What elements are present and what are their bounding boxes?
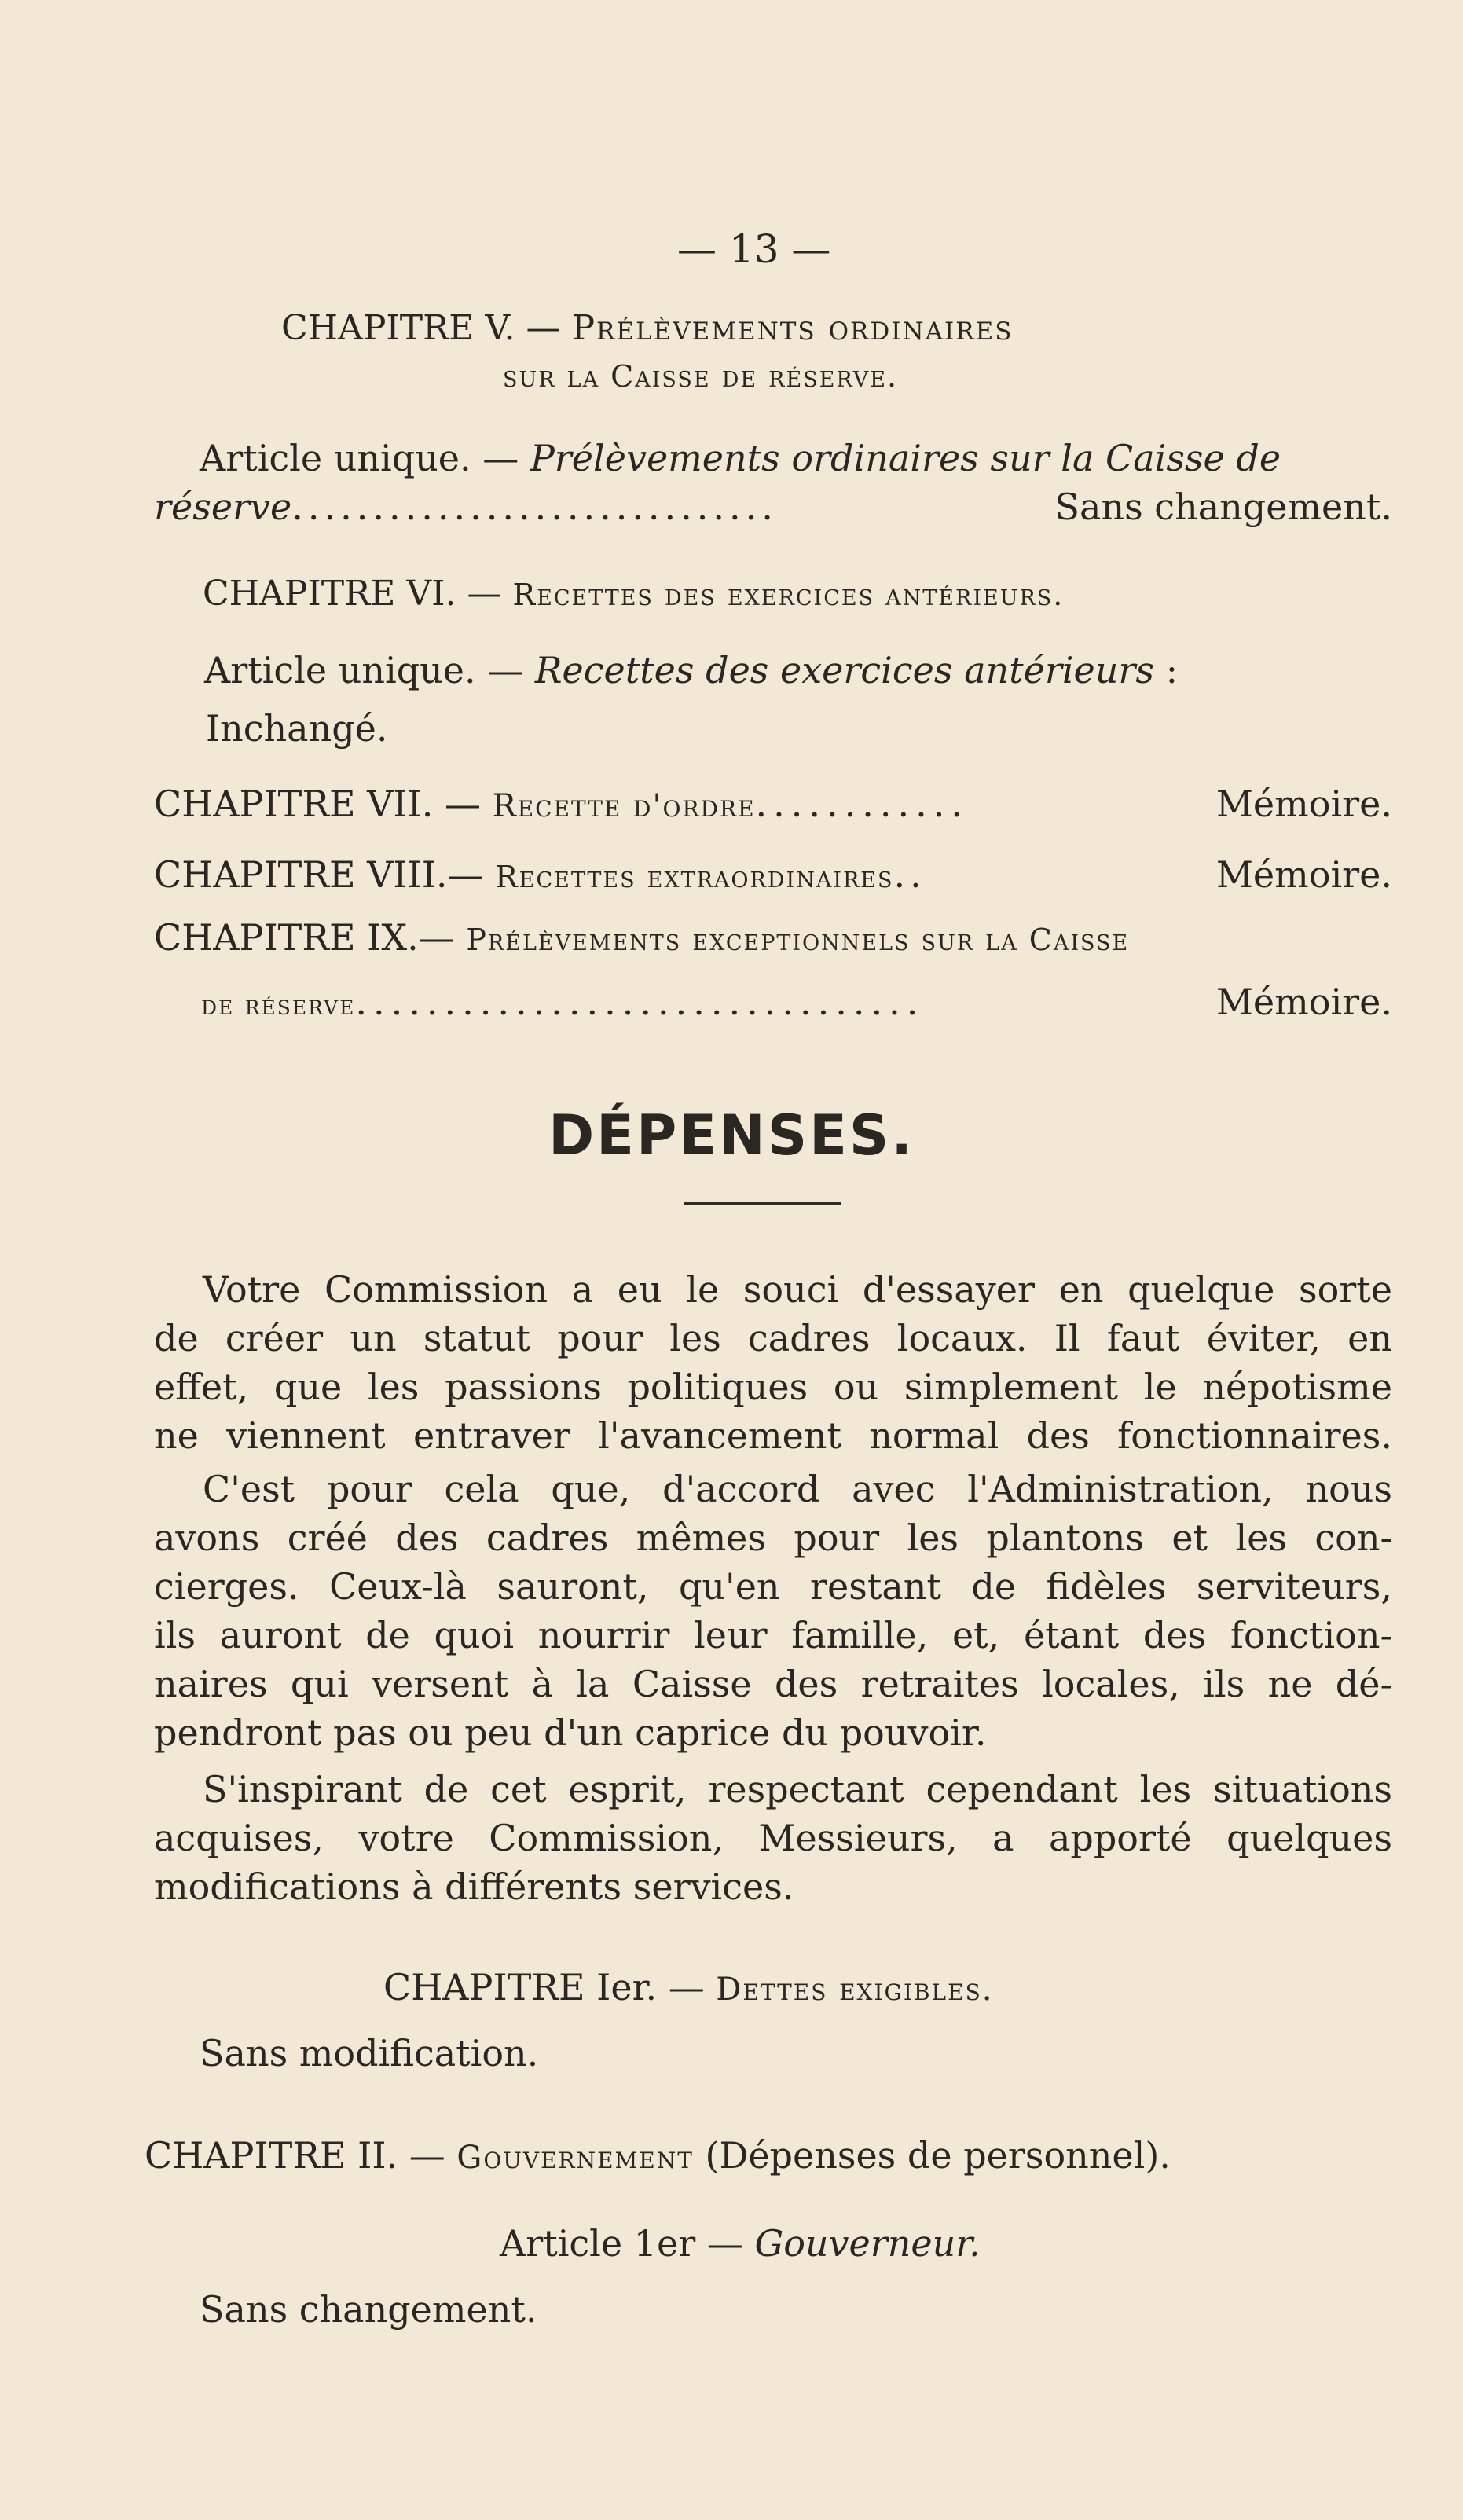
chapter-ix-head: CHAPITRE IX.— (154, 916, 467, 959)
chapter-ii-paren: (Dépenses de personnel). (693, 2134, 1171, 2177)
chapter-i-heading (383, 1966, 994, 2008)
chapter-ii-heading (145, 2134, 1171, 2177)
chapter-viii-title: Recettes extraordinaires (495, 860, 894, 894)
paragraph-line: naires qui versent à la Caisse des retraites locales, ils ne dé- (154, 1663, 1392, 1705)
paragraph-line: ils auront de quoi nourrir leur famille, et, étant des fonction- (154, 1614, 1392, 1656)
paragraph-line: C'est pour cela que, d'accord avec l'Administration, nous (203, 1468, 1392, 1510)
heading-rule (684, 1202, 841, 1205)
chapter-v-article-line2 (154, 486, 1392, 528)
paragraph-line: Votre Commission a eu le souci d'essayer en quelque sorte (203, 1268, 1392, 1311)
chapter-vi-head: CHAPITRE VI. — (203, 574, 513, 614)
chapter-v-title-line2: sur la Caisse de réserve. (503, 359, 899, 394)
chapter-vi-title: Recettes des exercices antérieurs. (512, 578, 1065, 612)
leaders: ................................ (355, 981, 925, 1023)
article-italic: Recettes des exercices antérieurs (534, 649, 1154, 691)
article-italic: Gouverneur. (754, 2222, 981, 2265)
paragraph-line: avons créé des cadres mêmes pour les plantons et les con- (154, 1517, 1392, 1559)
page-number: — 13 — (677, 226, 831, 272)
article-italic-2: réserve (154, 486, 292, 528)
chapter-viii-head: CHAPITRE VIII.— (154, 853, 496, 896)
chapter-vi-article (204, 649, 1179, 691)
chapter-ii-title: Gouvernement (456, 2140, 694, 2176)
article-1-value: Sans changement. (200, 2288, 537, 2331)
chapter-v-title: Prélèvements ordinaires (571, 308, 1014, 348)
chapter-ix-title: Prélèvements exceptionnels sur la Caisse (466, 923, 1130, 957)
paragraph-line: pendront pas ou peu d'un caprice du pouvoir. (154, 1711, 987, 1754)
chapter-vii-head: CHAPITRE VII. — (154, 783, 493, 825)
article-colon: : (1154, 649, 1179, 691)
chapter-ii-head: CHAPITRE II. — (145, 2134, 457, 2177)
chapter-v-article (200, 437, 1282, 479)
paragraph-line: cierges. Ceux-là sauront, qu'en restant de fidèles serviteurs, (154, 1565, 1392, 1608)
chapter-ix-value: Mémoire. (1216, 981, 1392, 1023)
chapter-vi-heading (203, 574, 1065, 614)
chapter-v-head: CHAPITRE V. — (281, 308, 572, 348)
article-label: Article 1er — (500, 2222, 755, 2265)
paragraph-line: ne viennent entraver l'avancement normal des fonctionnaires. (154, 1414, 1392, 1457)
paragraph-line: effet, que les passions politiques ou simplement le népotisme (154, 1366, 1392, 1408)
paragraph-line: modifications à différents services. (154, 1865, 794, 1908)
leaders: .............................. (292, 486, 778, 528)
article-value: Sans changement. (1054, 486, 1392, 528)
article-italic: Prélèvements ordinaires sur la Caisse de (530, 437, 1282, 479)
leaders: .. (893, 853, 926, 896)
chapter-i-head: CHAPITRE Ier. — (383, 1966, 717, 2008)
article-1 (500, 2222, 981, 2265)
chapter-vii-value: Mémoire. (1216, 783, 1392, 825)
chapter-vii-row (154, 783, 1392, 825)
chapter-ix-title-2: de réserve (201, 989, 356, 1022)
chapter-viii-value: Mémoire. (1216, 853, 1392, 896)
paragraph-line: acquises, votre Commission, Messieurs, a apporté quelques (154, 1817, 1392, 1859)
chapter-ix-row (154, 916, 1130, 959)
article-label: Article unique. — (200, 437, 530, 479)
chapter-ix-row-2 (201, 981, 1392, 1023)
chapter-i-value: Sans modification. (200, 2032, 539, 2074)
chapter-vii-title: Recette d'ordre (492, 788, 756, 824)
chapter-vi-value: Inchangé. (206, 707, 388, 750)
chapter-viii-row (154, 853, 1392, 896)
chapter-v-heading (281, 308, 1014, 348)
chapter-i-title: Dettes exigibles. (716, 1972, 994, 2008)
paragraph-line: S'inspirant de cet esprit, respectant cependant les situations (203, 1768, 1392, 1810)
paragraph-line: de créer un statut pour les cadres locaux. Il faut éviter, en (154, 1317, 1392, 1359)
leaders: ............ (755, 783, 969, 825)
article-label: Article unique. — (204, 649, 535, 691)
depenses-heading: DÉPENSES. (548, 1103, 915, 1168)
